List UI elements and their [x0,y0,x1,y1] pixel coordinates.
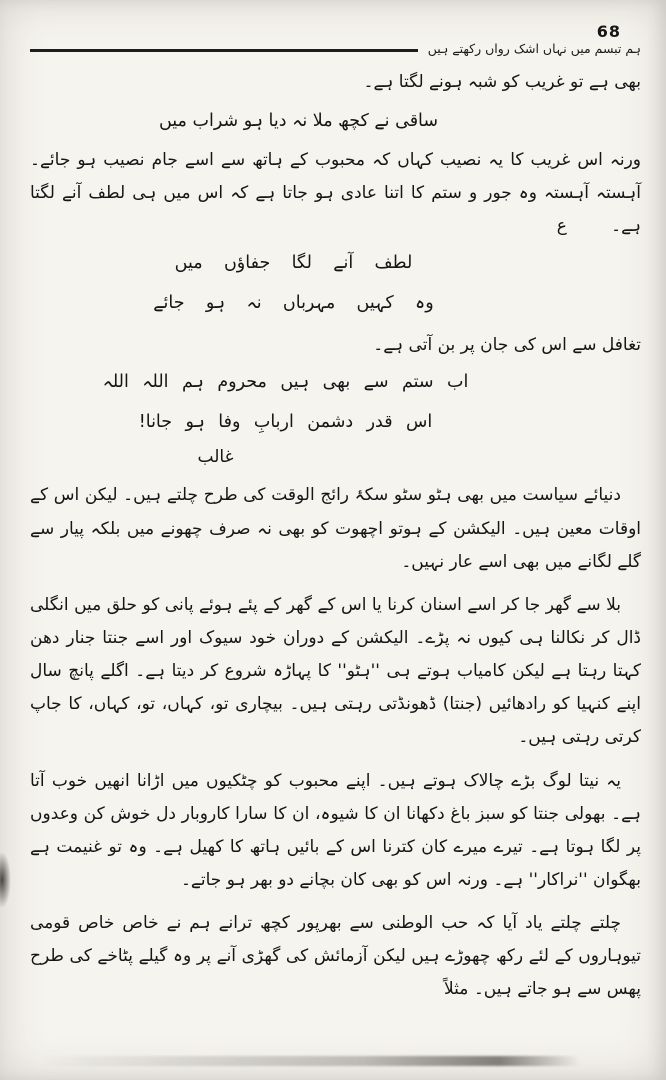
couplet-line: اب ستم سے بھی ہیں محروم ہم اللہ اللہ [102,371,469,392]
paragraph [30,144,641,243]
couplet-line: وہ کہیں مہرباں نہ ہو جائے [153,293,434,314]
prose-line: بھی ہے تو غریب کو شبہ ہونے لگتا ہے۔ [363,72,641,92]
running-title: ہم تبسم میں نہاں اشک رواں رکھتے ہیں [427,41,641,56]
couplet-line: لطف آنے لگا جفاؤں میں [174,253,413,274]
paragraph: بلا سے گھر جا کر اسے اسنان کرنا یا اس کے گھر کے پئے ہوئے پانی کو حلق میں انگلی ڈال کر نکالنا ہی کیوں نہ پڑے۔ الیکشن کے دوران خود سیوک اور اسے جنتا جنار دھن کہتا رہتا ہے لیکن کامیاب ہوتے ہی ''ہٹو'' کا پہاڑہ شروع کر دیتا ہے۔ اگلے پانچ سال اپنے کنہیا کو رادھائیں (جنتا) ڈھونڈتی رہتی ہیں۔ بیچاری تو، کہاں، تو، کہاں، کا جاپ کرتی رہتی ہیں۔ [30,594,641,748]
running-header [30,41,641,56]
page-body [30,66,641,1007]
paragraph: دنیائے سیاست میں بھی ہٹو سٹو سکۂ رائج الوقت کی طرح چلتے ہیں۔ لیکن اس کے اوقات معین ہیں۔ الیکشن کے ہوتو اچھوت کو بھی نہ صرف چھونے میں بلکہ پیار سے گلے لگانے میں بھی اسے عار نہیں۔ [30,485,641,572]
header-rule [30,49,418,52]
paragraph: یہ نیتا لوگ بڑے چالاک ہوتے ہیں۔ اپنے محبوب کو چٹکیوں میں اڑانا انھیں خوب آتا ہے۔ بھولی جنتا کو سبز باغ دکھانا ان کا شیوہ، ان کا سارا کاروبار دل خوش کن وعدوں پر لگا ہوتا ہے۔ تیرے میرے کان کترنا اس کے بائیں ہاتھ کا کھیل ہے۔ وہ تو غنیمت ہے بھگوان ''نراکار'' ہے۔ ورنہ اس کو بھی کان بچانے دو بھر ہو جاتے۔ [30,770,641,890]
poet-attribution: غالب [197,447,234,468]
verse-line: ساقی نے کچھ ملا نہ دیا ہو شراب میں [158,111,439,132]
verse-marker: ع [556,216,567,237]
couplet-line: اس قدر دشمن اربابِ وفا ہو جانا! [138,411,433,432]
page-number: 68 [596,22,621,41]
page-header [30,22,641,56]
paragraph: چلتے چلتے یاد آیا کہ حب الوطنی سے بھرپور کچھ ترانے ہم نے خاص خاص قومی تیوہاروں کے لئے رکھ چھوڑے ہیں لیکن آزمائش کی گھڑی آنے پر وہ گیلے پٹاخے کی طرح پھس سے ہو جاتے ہیں۔ مثلاً [30,913,641,1000]
paragraph-text: ورنہ اس غریب کا یہ نصیب کہاں کہ محبوب کے ہاتھ سے اسے جام نصیب ہو جائے۔ آہستہ آہستہ وہ جور و ستم کا اتنا عادی ہو جاتا ہے کہ اس میں ہی لطف آنے لگتا ہے۔ [30,149,641,237]
scan-artifact [40,1056,580,1066]
prose-line: تغافل سے اس کی جان پر بن آتی ہے۔ [373,334,641,355]
